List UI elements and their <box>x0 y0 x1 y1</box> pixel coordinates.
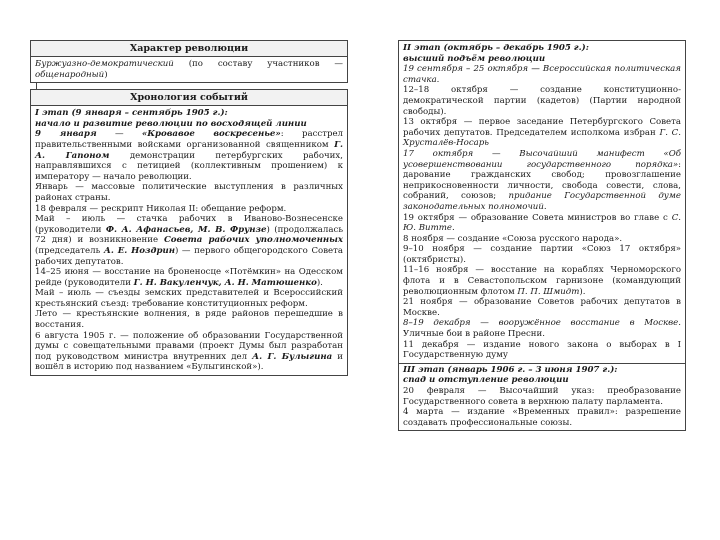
event-potemkin: 14–25 июня — восстание на броненосце «Потёмкин» на Одесском рейде (руководители Г. Н. Вакуленчук, А. Н. Матюшенко). <box>35 267 343 288</box>
stage2-title: II этап (октябрь – декабрь 1905 г.): <box>403 43 589 53</box>
event-black-sea-uprising: 11–16 ноября — восстание на кораблях Черноморского флота и в Севастопольском гарнизоне (командующий революционным флотом П. П. Шмидт). <box>403 265 681 297</box>
event-january: Январь — массовые политические выступления в различных районах страны. <box>35 182 343 203</box>
event-zemstvo-congress: Май – июль — съезды земских представителей и Всероссийский крестьянский съезд: требование конституционных реформ. <box>35 288 343 309</box>
character-end: ) <box>104 69 108 80</box>
stages-box <box>398 40 686 431</box>
stage1-subtitle: начало и развитие революции по восходящей линии <box>35 118 307 129</box>
event-6-august: 6 августа 1905 г. — положение об образовании Государственной думы с совещательными правами (проект Думы был разработан под руководством министра внутренних дел А. Г. Булыгина и вошёл в историю под названием «Булыгинской»). <box>35 330 343 373</box>
event-kadets: 12–18 октября — создание конституционно-демократической партии (кадетов) (Партии народной свободы). <box>403 85 681 117</box>
event-union-russian-people: 8 ноября — создание «Союза русского народа». <box>403 233 623 244</box>
character-type: Буржуазно-демократический <box>35 59 174 69</box>
event-4-march: 4 марта — издание «Временных правил»: разрешение создавать профессиональные союзы. <box>403 407 681 428</box>
stage3-title: III этап (январь 1906 г. – 3 июня 1907 г.): <box>403 364 618 375</box>
event-summer: Лето — крестьянские волнения, в ряде районов перешедшие в восстания. <box>35 309 343 331</box>
stage3-subtitle: спад и отступление революции <box>403 375 569 386</box>
character-body <box>31 57 347 82</box>
chronology-box <box>30 89 348 376</box>
stage1-title: I этап (9 января – сентябрь 1905 г.): <box>35 108 228 119</box>
event-moscow-uprising: 8–19 декабря — вооружённое восстание в Москве. Уличные бои в районе Пресни. <box>403 318 681 340</box>
event-octobrists: 9–10 ноября — создание партии «Союз 17 октября» (октябристы). <box>403 244 681 265</box>
event-election-law: 11 декабря — издание нового закона о выборах в I Государственную думу <box>403 339 681 361</box>
character-title: Характер революции <box>31 41 347 57</box>
event-20-february: 20 февраля — Высочайший указ: преобразование Государственного совета в верхнюю палату парламента. <box>403 386 681 407</box>
left-column <box>30 40 348 376</box>
event-18-february: 18 февраля — рескрипт Николая II: обещание реформ. <box>35 203 287 214</box>
character-emph: общенародный <box>35 69 105 80</box>
event-moscow-soviets: 21 ноября — образование Советов рабочих депутатов в Москве. <box>403 297 681 318</box>
event-may-july-strike: Май – июль — стачка рабочих в Иваново-Вознесенске (руководители Ф. А. Афанасьев, М. В. Фрунзе) (продолжалась 72 дня) и возникновение Совета рабочих уполномоченных (председатель А. Е. Ноздрин) — первого общегородского Совета рабочих депутатов. <box>35 214 344 267</box>
event-political-strike: 19 сентября – 25 октября — Всероссийская политическая стачка. <box>403 64 681 85</box>
stage2-subtitle: высший подъём революции <box>403 53 546 64</box>
stage-divider <box>399 363 685 364</box>
character-box <box>30 40 348 83</box>
event-9-january: 9 января — «Кровавое воскресенье»: расстрел правительственными войсками организованной священником Г. А. Гапоном демонстрации петербургских рабочих, направлявшихся с петицией (коллективным прошением) к императору — начало революции. <box>35 129 343 182</box>
stages-body <box>399 41 685 430</box>
event-manifesto: 17 октября — Высочайший манифест «Об усовершенствовании государственного порядка»: дарование гражданских свобод; провозглашение неприкосновенности личности, свобода совести, слова, собраний, союзов; придание Государственной думе законодательных полномочий. <box>403 148 682 212</box>
character-suffix: (по составу участников — <box>173 59 343 69</box>
right-column <box>398 40 686 431</box>
chronology-title: Хронология событий <box>31 90 347 106</box>
chronology-body <box>31 106 347 375</box>
event-council-ministers: 19 октября — образование Совета министров во главе с С. Ю. Витте. <box>403 212 681 234</box>
event-petersburg-soviet: 13 октября — первое заседание Петербургского Совета рабочих депутатов. Председателем исполкома избран Г. С. Хрусталёв-Носарь <box>403 117 681 149</box>
